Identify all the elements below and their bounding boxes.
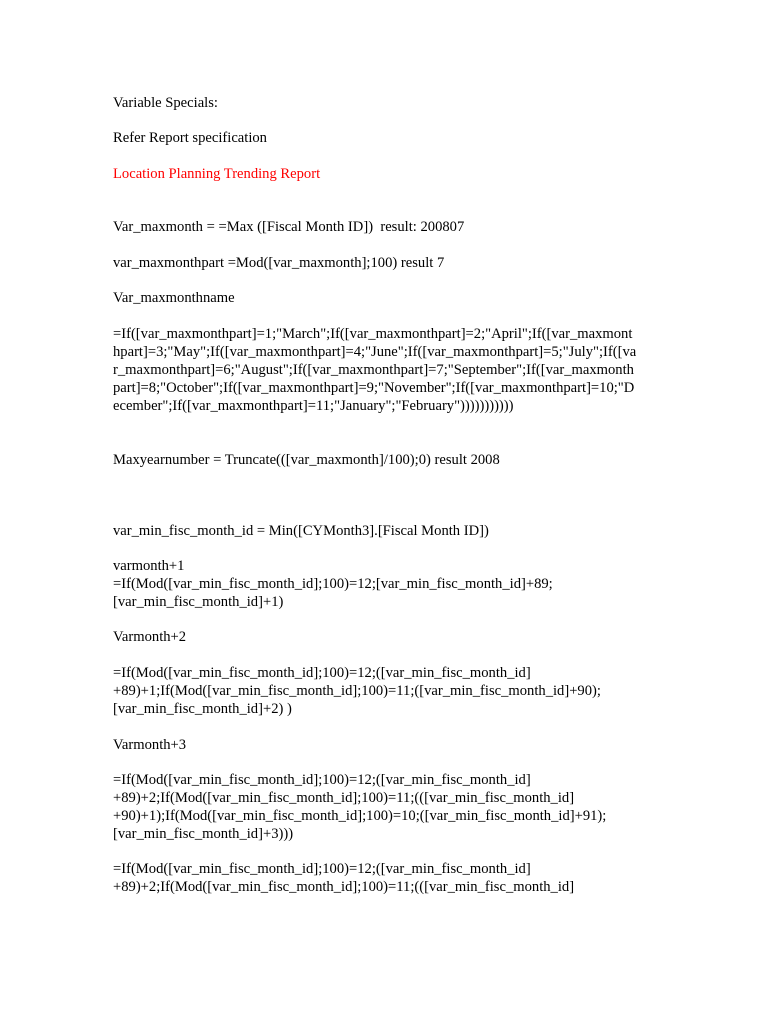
varmonth3-label: Varmonth+3: [113, 737, 187, 753]
min-fisc-month-line: var_min_fisc_month_id = Min([CYMonth3].[Fiscal Month ID]): [113, 523, 489, 539]
varmonth3-formula-line: +90)+1);If(Mod([var_min_fisc_month_id];100)=10;([var_min_fisc_month_id]+91);: [113, 808, 607, 824]
varmonth2-formula-line: [var_min_fisc_month_id]+2) ): [113, 701, 292, 717]
maxmonthname-formula-line: =If([var_maxmonthpart]=1;"March";If([var_maxmonthpart]=2;"April";If([var_maxmont: [113, 326, 633, 342]
varmonth3-formula-line: [var_min_fisc_month_id]+3))): [113, 826, 294, 842]
maxmonthname-formula-line: part]=8;"October";If([var_maxmonthpart]=9;"November";If([var_maxmonthpart]=10;"D: [113, 380, 635, 396]
varmonth1-formula-line: =If(Mod([var_min_fisc_month_id];100)=12;[var_min_fisc_month_id]+89;: [113, 576, 553, 592]
varmonth1-label: varmonth+1: [113, 558, 185, 574]
extra-formula-line: +89)+2;If(Mod([var_min_fisc_month_id];100)=11;(([var_min_fisc_month_id]: [113, 879, 575, 895]
report-title: Location Planning Trending Report: [113, 166, 321, 182]
maxyearnumber-line: Maxyearnumber = Truncate(([var_maxmonth]/100);0) result 2008: [113, 452, 500, 468]
maxmonth-line: Var_maxmonth = =Max ([Fiscal Month ID]) result: 200807: [113, 219, 465, 235]
varmonth2-formula-line: =If(Mod([var_min_fisc_month_id];100)=12;([var_min_fisc_month_id]: [113, 665, 531, 681]
maxmonthname-formula-line: ecember";If([var_maxmonthpart]=11;"January";"February"))))))))))): [113, 398, 514, 414]
maxmonthname-formula-line: r_maxmonthpart]=6;"August";If([var_maxmonthpart]=7;"September";If([var_maxmonth: [113, 362, 634, 378]
varmonth3-formula-line: +89)+2;If(Mod([var_min_fisc_month_id];100)=11;(([var_min_fisc_month_id]: [113, 790, 575, 806]
varmonth1-formula-line: [var_min_fisc_month_id]+1): [113, 594, 284, 610]
varmonth3-formula-line: =If(Mod([var_min_fisc_month_id];100)=12;([var_min_fisc_month_id]: [113, 772, 531, 788]
varmonth2-label: Varmonth+2: [113, 629, 187, 645]
refer-text: Refer Report specification: [113, 130, 267, 146]
varmonth2-formula-line: +89)+1;If(Mod([var_min_fisc_month_id];100)=11;([var_min_fisc_month_id]+90);: [113, 683, 601, 699]
extra-formula-line: =If(Mod([var_min_fisc_month_id];100)=12;([var_min_fisc_month_id]: [113, 861, 531, 877]
maxmonthpart-line: var_maxmonthpart =Mod([var_maxmonth];100) result 7: [113, 255, 445, 271]
section-heading: Variable Specials:: [113, 95, 218, 111]
maxmonthname-formula-line: hpart]=3;"May";If([var_maxmonthpart]=4;"June";If([var_maxmonthpart]=5;"July";If([va: [113, 344, 637, 360]
maxmonthname-label: Var_maxmonthname: [113, 290, 235, 306]
